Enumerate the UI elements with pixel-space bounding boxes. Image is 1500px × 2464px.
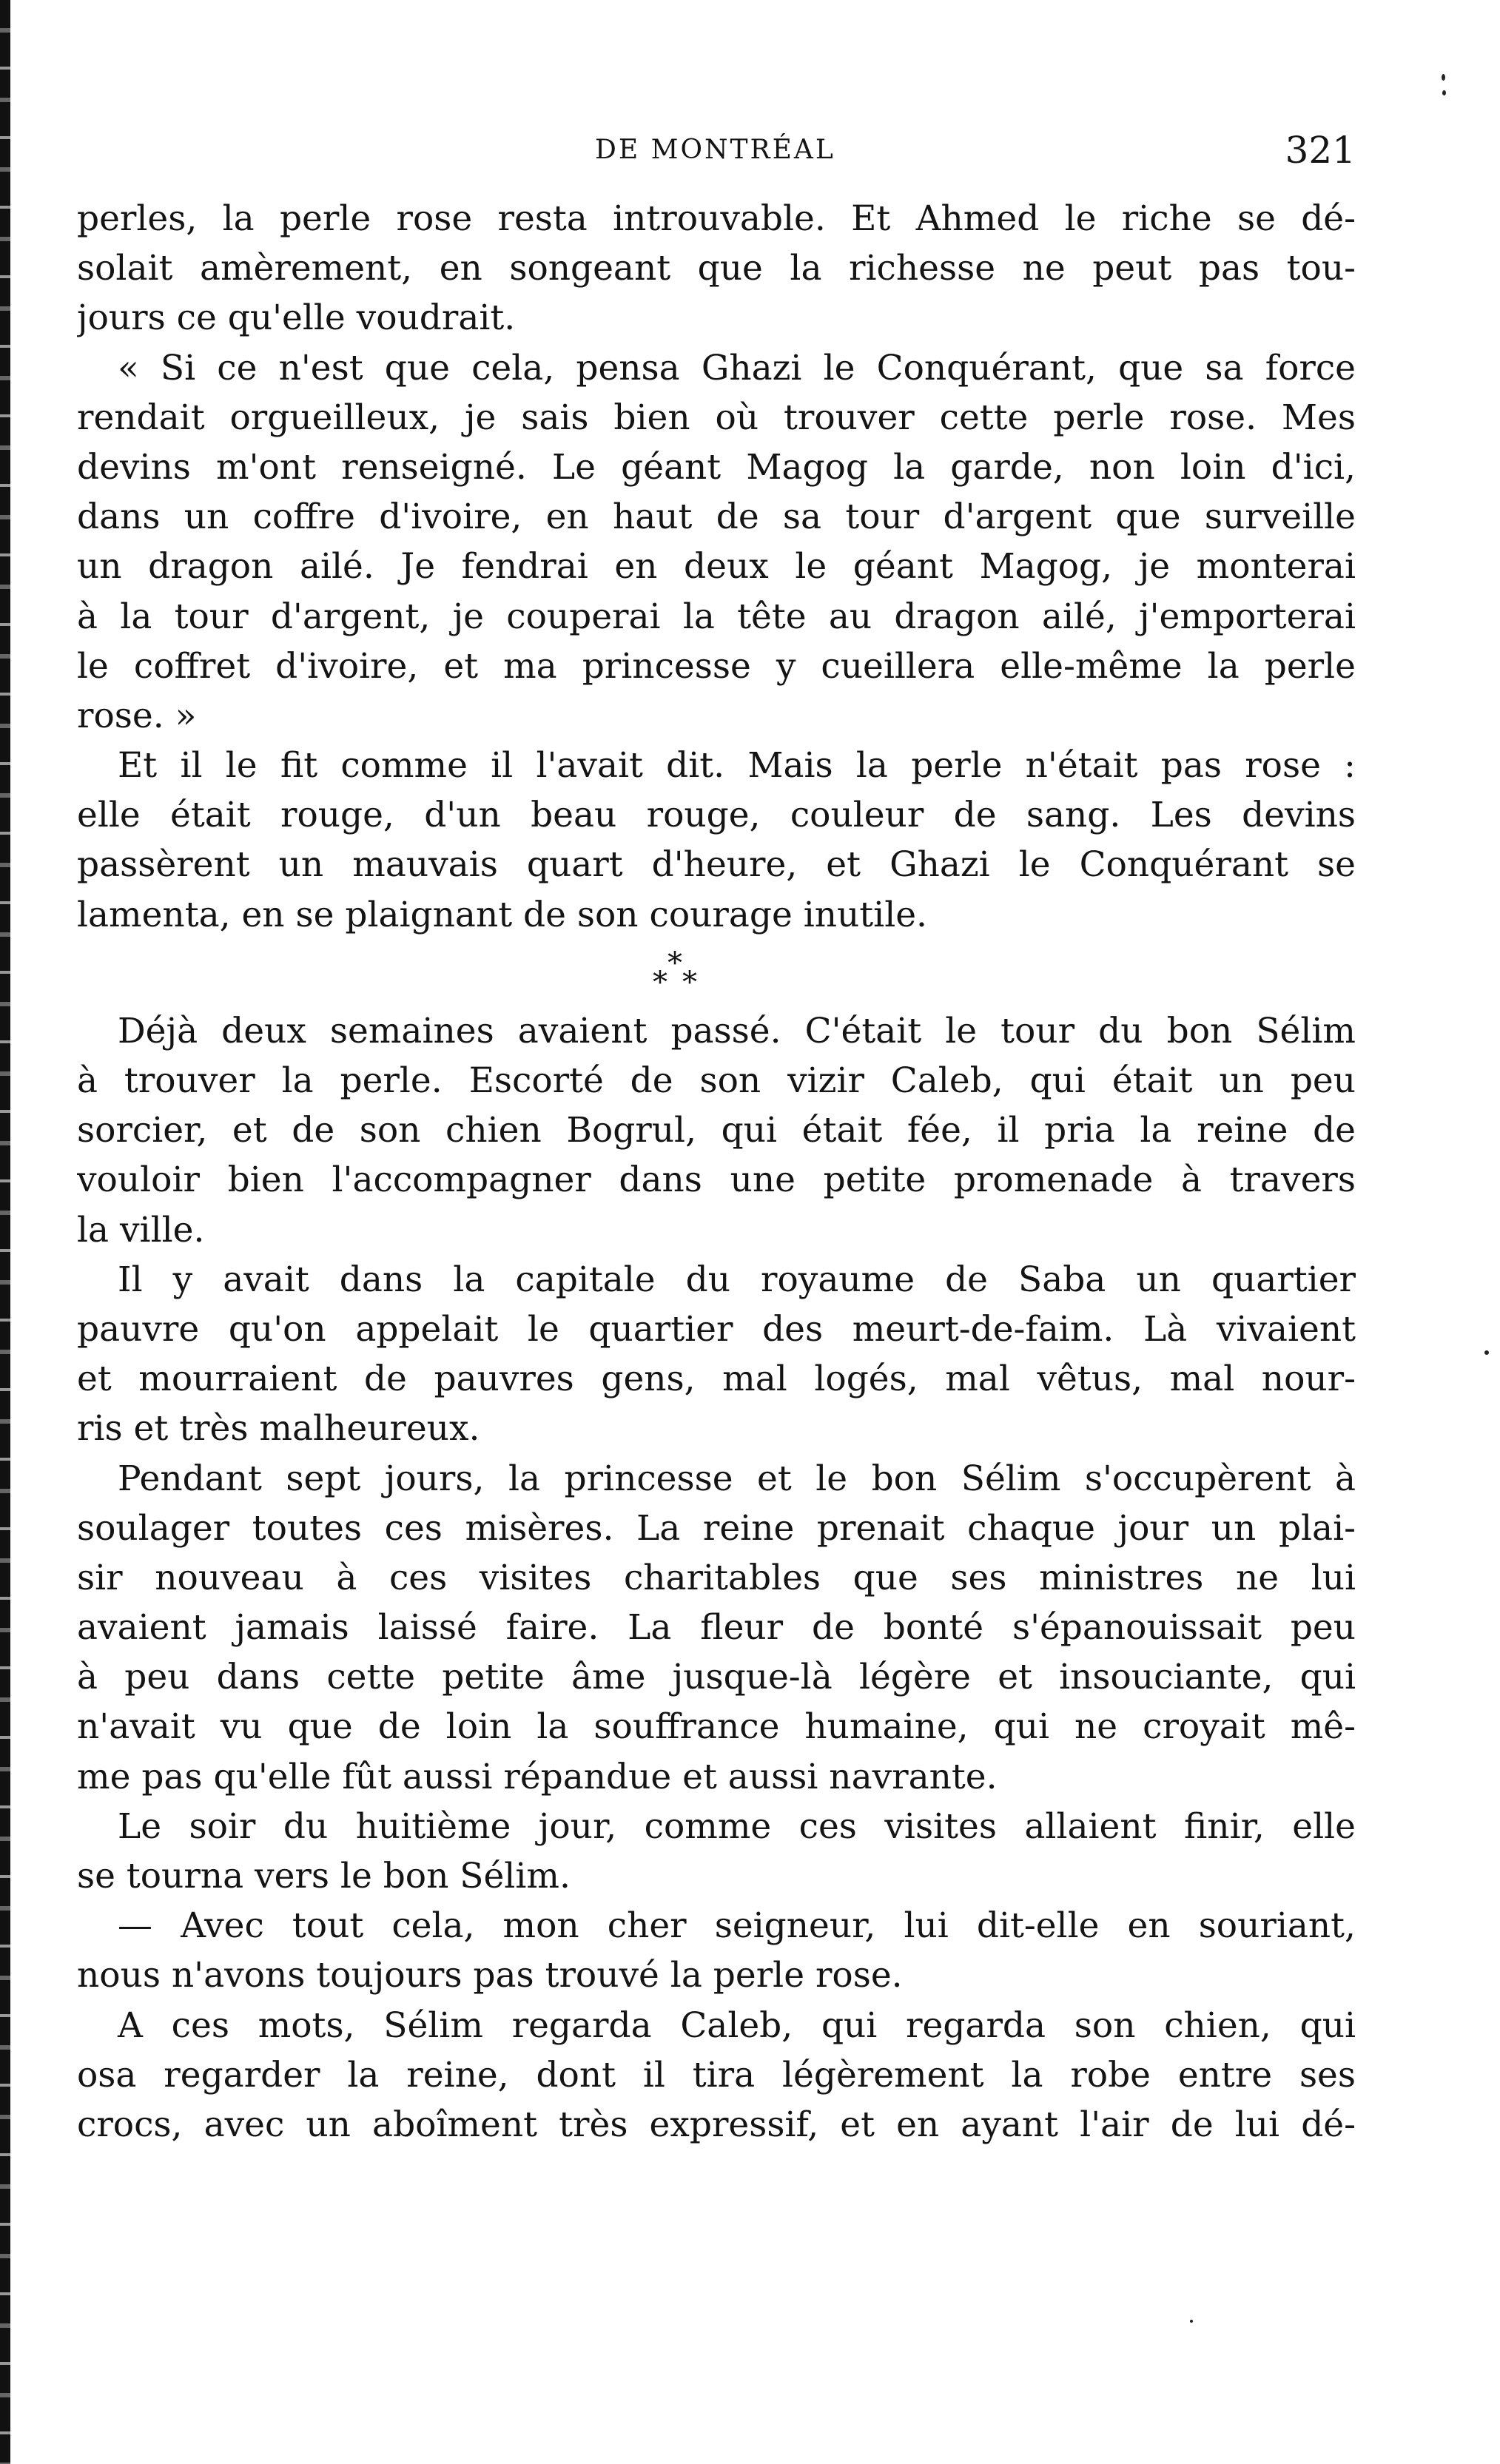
text-line: elle était rouge, d'un beau rouge, couleur de sang. Les devins [77,795,1356,836]
text-line: lamenta, en se plaignant de son courage inutile. [77,894,927,935]
text-line: Et il le fit comme il l'avait dit. Mais la perle n'était pas rose : [118,745,1356,787]
running-head: DE MONTRÉAL [595,135,835,165]
text-line: pauvre qu'on appelait le quartier des meurt-de-faim. Là vivaient [77,1308,1356,1350]
text-line: devins m'ont renseigné. Le géant Magog la garde, non loin d'ici, [77,446,1356,488]
text-line: nous n'avons toujours pas trouvé la perle rose. [77,1955,903,1996]
page-header [77,124,1356,176]
text-line: vouloir bien l'accompagner dans une petite promenade à travers [77,1159,1356,1201]
paragraph [77,1454,1356,1802]
text-line: A ces mots, Sélim regarda Caleb, qui regarda son chien, qui [118,2004,1356,2046]
text-line: la ville. [77,1209,205,1250]
text-line: avaient jamais laissé faire. La fleur de bonté s'épanouissait peu [77,1607,1356,1649]
text-line: le coffret d'ivoire, et ma princesse y cueillera elle-même la perle [77,645,1356,687]
scan-edge-shadow [0,0,10,2464]
text-line: Le soir du huitième jour, comme ces visites allaient finir, elle [118,1805,1356,1847]
scan-speck [1442,74,1445,81]
text-line: sorcier, et de son chien Bogrul, qui était fée, il pria la reine de [77,1110,1356,1151]
text-line: jours ce qu'elle voudrait. [77,297,516,339]
scan-speck [1190,2320,1193,2323]
text-line: ris et très malheureux. [77,1408,480,1450]
text-line: un dragon ailé. Je fendrai en deux le géant Magog, je monterai [77,546,1356,588]
text-line: à peu dans cette petite âme jusque-là légère et insouciante, qui [77,1657,1356,1698]
paragraph [77,194,1356,343]
text-line: osa regarder la reine, dont il tira légèrement la robe entre ses [77,2054,1356,2096]
text-line: rendait orgueilleux, je sais bien où trouver cette perle rose. Mes [77,397,1356,438]
body-text [77,194,1356,2150]
paragraph [77,1802,1356,1901]
text-line: se tourna vers le bon Sélim. [77,1856,571,1896]
scan-speck [1484,1350,1489,1355]
page-number: 321 [1285,129,1356,172]
text-line: Pendant sept jours, la princesse et le bon Sélim s'occupèrent à [118,1458,1356,1499]
text-line: rose. » [77,695,197,736]
text-line: dans un coffre d'ivoire, en haut de sa tour d'argent que surveille [77,496,1356,538]
text-line: passèrent un mauvais quart d'heure, et Ghazi le Conquérant se [77,844,1356,886]
text-line: Il y avait dans la capitale du royaume de Saba un quartier [118,1259,1356,1300]
text-line: à trouver la perle. Escorté de son vizir Caleb, qui était un peu [77,1060,1356,1101]
text-line: crocs, avec un aboîment très expressif, et en ayant l'air de lui dé- [77,2104,1356,2145]
text-line: sir nouveau à ces visites charitables que ses ministres ne lui [77,1557,1356,1598]
text-line: perles, la perle rose resta introuvable. Et Ahmed le riche se dé- [77,198,1356,239]
text-line: Déjà deux semaines avaient passé. C'était le tour du bon Sélim [118,1010,1356,1051]
paragraph [77,1006,1356,1255]
paragraph [77,1901,1356,2000]
paragraph [77,1255,1356,1454]
text-line: soulager toutes ces misères. La reine prenait chaque jour un plai- [77,1507,1356,1549]
text-line: et mourraient de pauvres gens, mal logés, mal vêtus, mal nour- [77,1359,1356,1400]
paragraph [77,2001,1356,2150]
asterism-star: * [653,965,667,1000]
paragraph [77,343,1356,741]
paragraph [77,741,1356,940]
asterism-star: * [667,946,682,980]
text-line: — Avec tout cela, mon cher seigneur, lui dit-elle en souriant, [118,1905,1356,1947]
text-line: me pas qu'elle fût aussi répandue et aussi navrante. [77,1756,998,1797]
scan-speck [1442,90,1446,95]
text-line: à la tour d'argent, je couperai la tête au dragon ailé, j'emporterai [77,596,1356,637]
asterism-star: * [682,965,697,1000]
text-line: solait amèrement, en songeant que la richesse ne peut pas tou- [77,248,1356,289]
text-line: « Si ce n'est que cela, pensa Ghazi le Conquérant, que sa force [118,347,1356,388]
text-line: n'avait vu que de loin la souffrance humaine, qui ne croyait mê- [77,1706,1356,1748]
asterism-divider [77,940,1356,1006]
